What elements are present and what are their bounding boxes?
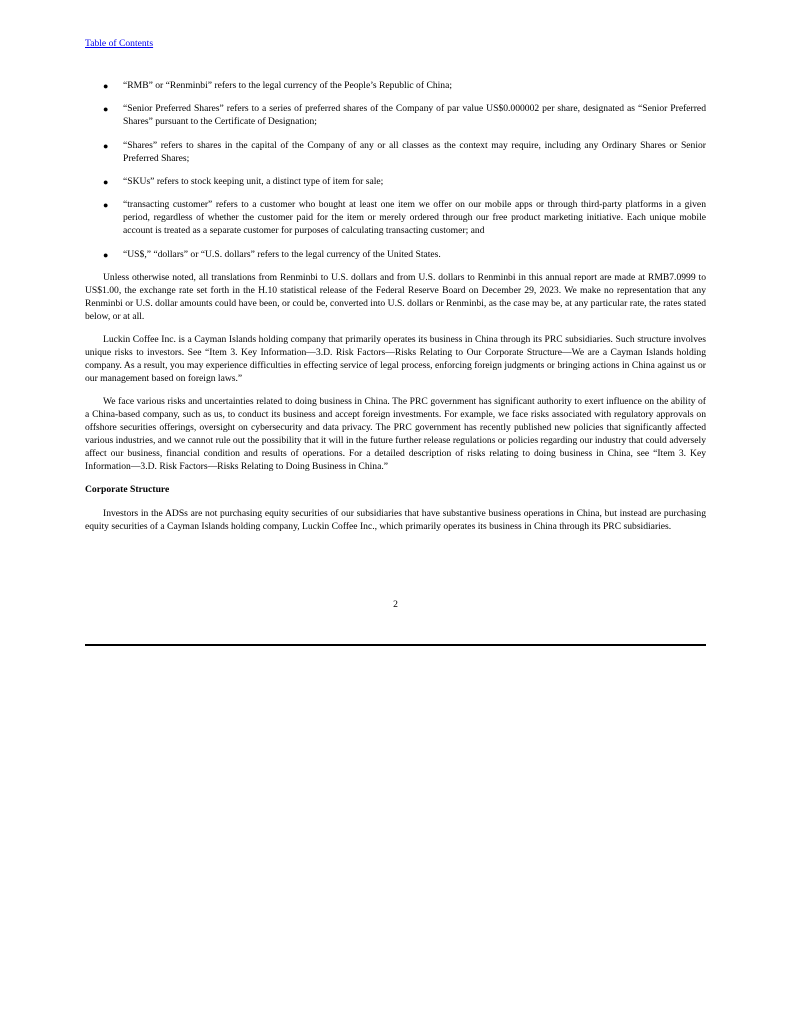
exchange-rate-paragraph: Unless otherwise noted, all translations from Renminbi to U.S. dollars and from U.S. dollars to Renminbi in this annual report are made at RMB7.0999 to US$1.00, the exchange rate set forth in the H.10 statistical release of the Federal Reserve Board on December 29, 2023. We make no representation that any Renminbi or U.S. dollar amounts could have been, or could be, converted into U.S. dollars or Renminbi, as the case may be, at any particular rate, the rates stated below, or at all. xyxy=(85,272,706,322)
list-item xyxy=(85,249,706,262)
definition-text: “Shares” refers to shares in the capital of the Company of any or all classes as the context may require, including any Ordinary Shares or Senior Preferred Shares; xyxy=(123,139,706,164)
definition-text: “Senior Preferred Shares” refers to a series of preferred shares of the Company of par value US$0.000002 per share, designated as “Senior Preferred Shares” pursuant to the Certificate of Designation; xyxy=(123,103,706,128)
list-item xyxy=(85,176,706,189)
definition-text: “RMB” or “Renminbi” refers to the legal currency of the People’s Republic of China; xyxy=(123,80,453,91)
page-divider xyxy=(85,644,706,646)
definitions-list xyxy=(85,80,706,262)
definition-text: “US$,” “dollars” or “U.S. dollars” refers to the legal currency of the United States. xyxy=(123,248,441,260)
page-content xyxy=(85,80,706,544)
definition-text: “transacting customer” refers to a customer who bought at least one item we offer on our mobile apps or through third-party platforms in a given period, regardless of whether the customer paid for the item or merely ordered through our free product marketing initiative. Each unique mobile account is treated as a separate customer for purposes of calculating transacting customer; and xyxy=(123,199,706,237)
corporate-structure-heading: Corporate Structure xyxy=(85,484,170,496)
china-risks-paragraph: We face various risks and uncertainties related to doing business in China. The PRC government has significant authority to exert influence on the ability of a China-based company, such as us, to conduct its business and accept foreign investments. For example, we face risks associated with regulatory approvals on offshore securities offerings, oversight on cybersecurity and data privacy. The PRC government has recently published new policies that significantly affected various industries, and we cannot rule out the possibility that it will in the future further release regulations or policies regarding our industry that could adversely affect our business, financial condition and results of operations. For a detailed description of risks relating to doing business in China, see “Item 3. Key Information—3.D. Risk Factors—Risks Relating to Doing Business in China.” xyxy=(85,396,706,472)
bullet-icon: ● xyxy=(103,104,109,115)
definition-text: “SKUs” refers to stock keeping unit, a distinct type of item for sale; xyxy=(123,176,384,188)
bullet-icon: ● xyxy=(103,177,109,188)
holding-company-paragraph: Luckin Coffee Inc. is a Cayman Islands holding company that primarily operates its business in China through its PRC subsidiaries. Such structure involves unique risks to investors. See “Item 3. Key Information—3.D. Risk Factors—Risks Relating to Our Corporate Structure—We are a Cayman Islands holding company. As a result, you may experience difficulties in effecting service of legal process, enforcing foreign judgments or bringing actions in China against us or our management based on foreign laws.” xyxy=(85,334,706,384)
list-item xyxy=(85,199,706,238)
bullet-icon: ● xyxy=(103,200,109,211)
bullet-icon: ● xyxy=(103,140,109,151)
table-of-contents-link[interactable]: Table of Contents xyxy=(85,38,154,49)
page-number: 2 xyxy=(393,599,398,610)
corporate-structure-paragraph: Investors in the ADSs are not purchasing equity securities of our subsidiaries that have substantive business operations in China, but instead are purchasing equity securities of a Cayman Islands holding company, Luckin Coffee Inc., which primarily operates its business in China through its PRC subsidiaries. xyxy=(85,507,706,532)
bullet-icon: ● xyxy=(103,81,109,91)
list-item xyxy=(85,140,706,166)
list-item xyxy=(85,103,706,129)
list-item xyxy=(85,80,706,93)
bullet-icon: ● xyxy=(103,249,109,260)
